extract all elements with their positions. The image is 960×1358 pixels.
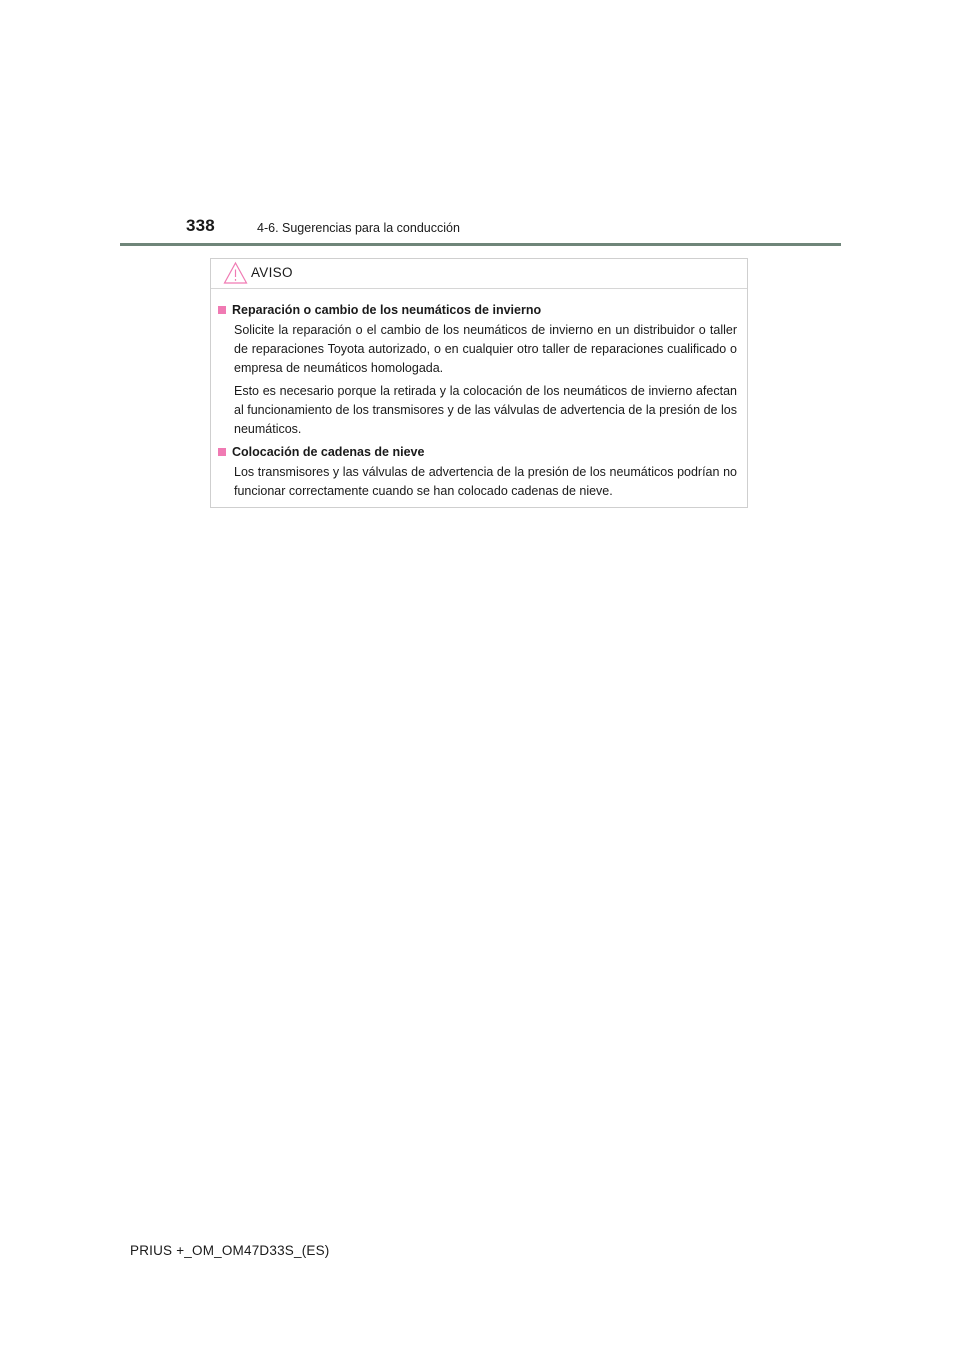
footer-doc-code: PRIUS +_OM_OM47D33S_(ES)	[130, 1243, 330, 1258]
item-paragraph: Los transmisores y las válvulas de advertencia de la presión de los neumáticos podrían no funcionar correctamente cuando se han colocado cadenas de nieve.	[234, 465, 737, 498]
warning-item-winter-tires	[217, 301, 737, 439]
bullet-square-icon	[218, 306, 226, 314]
bullet-square-icon	[218, 448, 226, 456]
warning-body	[211, 289, 747, 501]
item-heading	[217, 301, 737, 319]
warning-item-snow-chains	[217, 443, 737, 501]
section-title: 4-6. Sugerencias para la conducción	[257, 221, 460, 235]
header-rule	[120, 243, 841, 246]
page-number: 338	[186, 216, 215, 235]
warning-box	[210, 258, 748, 508]
item-heading	[217, 443, 737, 461]
item-heading-text: Colocación de cadenas de nieve	[232, 445, 425, 459]
warning-title: AVISO	[251, 265, 293, 280]
warning-triangle-icon	[223, 261, 248, 285]
item-paragraph: Solicite la reparación o el cambio de los neumáticos de invierno en un distribuidor o taller de reparaciones Toyota autorizado, o en cualquier otro taller de reparaciones cualificado o empresa de neumáticos homologada.	[234, 323, 737, 375]
warning-header	[211, 259, 747, 289]
item-paragraph: Esto es necesario porque la retirada y la colocación de los neumáticos de invierno afectan al funcionamiento de los transmisores y de las válvulas de advertencia de la presión de los neumáticos.	[234, 384, 737, 436]
item-heading-text: Reparación o cambio de los neumáticos de invierno	[232, 303, 542, 317]
